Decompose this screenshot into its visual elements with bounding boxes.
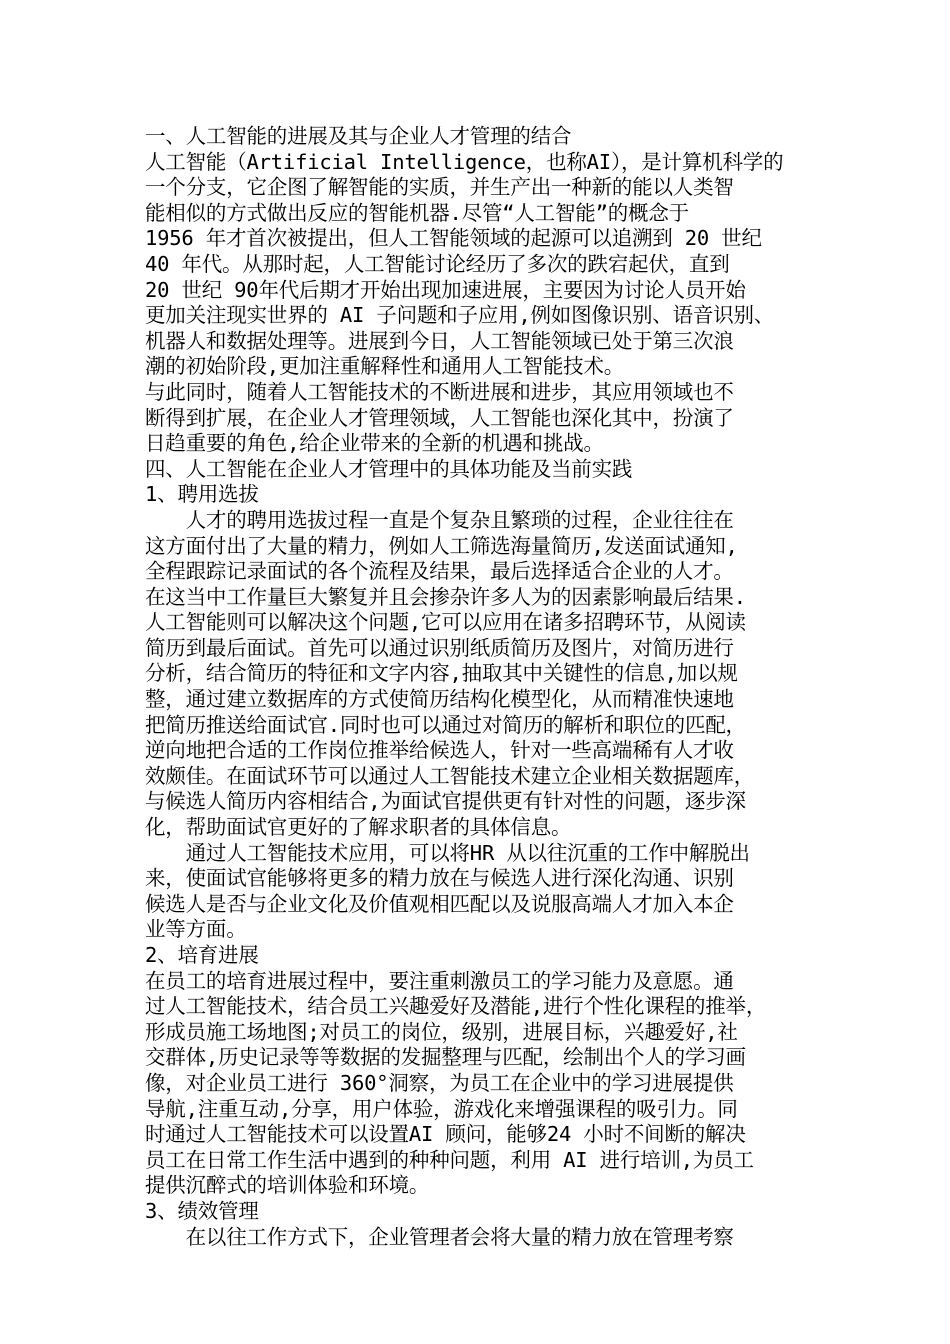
paragraph-line: 候选人是否与企业文化及价值观相匹配以及说服高端人才加入本企 bbox=[145, 891, 734, 916]
paragraph-line: 化，帮助面试官更好的了解求职者的具体信息。 bbox=[145, 815, 572, 840]
paragraph-line: 20 世纪 90年代后期才开始出现加速进展，主要因为讨论人员开始 bbox=[145, 277, 746, 302]
paragraph-line: 像，对企业员工进行 360°洞察，为员工在企业中的学习进展提供 bbox=[145, 1070, 734, 1095]
document-body bbox=[145, 124, 817, 1250]
paragraph-line: 员工在日常工作生活中遇到的种种问题，利用 AI 进行培训,为员工 bbox=[145, 1147, 754, 1172]
paragraph-line: 在员工的培育进展过程中，要注重刺激员工的学习能力及意愿。通 bbox=[145, 968, 734, 993]
paragraph-line: 一个分支，它企图了解智能的实质，并生产出一种新的能以人类智 bbox=[145, 175, 734, 200]
paragraph-line: 效颇佳。在面试环节可以通过人工智能技术建立企业相关数据题库， bbox=[145, 763, 754, 788]
paragraph-line: 全程跟踪记录面试的各个流程及结果，最后选择适合企业的人才。 bbox=[145, 559, 734, 584]
paragraph-line: 人工智能（Artificial Intelligence，也称AI），是计算机科学的 bbox=[145, 149, 784, 174]
paragraph-line: 过人工智能技术，结合员工兴趣爱好及潜能,进行个性化课程的推举， bbox=[145, 994, 767, 1019]
section-heading: 四、人工智能在企业人才管理中的具体功能及当前实践 bbox=[145, 456, 633, 481]
paragraph-line: 逆向地把合适的工作岗位推举给候选人，针对一些高端稀有人才收 bbox=[145, 738, 734, 763]
paragraph-line: 导航,注重互动,分享，用户体验，游戏化来增强课程的吸引力。同 bbox=[145, 1096, 738, 1121]
paragraph-line: 人工智能则可以解决这个问题,它可以应用在诸多招聘环节，从阅读 bbox=[145, 610, 746, 635]
paragraph-line: 把简历推送给面试官.同时也可以通过对简历的解析和职位的匹配， bbox=[145, 712, 746, 737]
paragraph-line: 分析，结合简历的特征和文字内容,抽取其中关键性的信息,加以规 bbox=[145, 661, 738, 686]
paragraph-line: 人才的聘用选拔过程一直是个复杂且繁琐的过程，企业往往在 bbox=[145, 507, 734, 532]
paragraph-line: 40 年代。从那时起，人工智能讨论经历了多次的跌宕起伏，直到 bbox=[145, 251, 730, 276]
subsection-heading: 2、培育进展 bbox=[145, 943, 259, 967]
subsection-heading: 3、绩效管理 bbox=[145, 1198, 259, 1223]
subsection-heading: 1、聘用选拔 bbox=[145, 482, 259, 507]
paragraph-line: 整，通过建立数据库的方式使简历结构化模型化，从而精准快速地 bbox=[145, 687, 734, 712]
paragraph-line: 在以往工作方式下，企业管理者会将大量的精力放在管理考察 bbox=[145, 1224, 734, 1249]
paragraph-line: 业等方面。 bbox=[145, 917, 247, 942]
paragraph-line: 时通过人工智能技术可以设置AI 顾问，能够24 小时不间断的解决 bbox=[145, 1122, 746, 1147]
paragraph-line: 来，使面试官能够将更多的精力放在与候选人进行深化沟通、识别 bbox=[145, 866, 734, 891]
paragraph-line: 潮的初始阶段,更加注重解释性和通用人工智能技术。 bbox=[145, 354, 625, 379]
paragraph-line: 提供沉醉式的培训体验和环境。 bbox=[145, 1173, 430, 1198]
paragraph-line: 通过人工智能技术应用，可以将HR 从以往沉重的工作中解脱出 bbox=[145, 840, 750, 865]
paragraph-line: 与候选人简历内容相结合,为面试官提供更有针对性的问题，逐步深 bbox=[145, 789, 746, 814]
paragraph-line: 更加关注现实世界的 AI 子问题和子应用,例如图像识别、语音识别、 bbox=[145, 303, 775, 328]
paragraph-line: 在这当中工作量巨大繁复并且会掺杂许多人为的因素影响最后结果. bbox=[145, 584, 746, 609]
paragraph-line: 与此同时，随着人工智能技术的不断进展和进步，其应用领域也不 bbox=[145, 379, 734, 404]
paragraph-line: 机器人和数据处理等。进展到今日，人工智能领域已处于第三次浪 bbox=[145, 328, 734, 353]
paragraph-line: 交群体,历史记录等等数据的发掘整理与匹配，绘制出个人的学习画 bbox=[145, 1045, 746, 1070]
paragraph-line: 日趋重要的角色,给企业带来的全新的机遇和挑战。 bbox=[145, 431, 604, 456]
paragraph-line: 简历到最后面试。首先可以通过识别纸质简历及图片，对简历进行 bbox=[145, 635, 734, 660]
paragraph-line: 能相似的方式做出反应的智能机器.尽管“人工智能”的概念于 bbox=[145, 200, 689, 225]
paragraph-line: 这方面付出了大量的精力，例如人工筛选海量简历,发送面试通知, bbox=[145, 533, 738, 558]
paragraph-line: 1956 年才首次被提出，但人工智能领域的起源可以追溯到 20 世纪 bbox=[145, 226, 762, 251]
paragraph-line: 断得到扩展，在企业人才管理领域，人工智能也深化其中，扮演了 bbox=[145, 405, 734, 430]
section-heading: 一、人工智能的进展及其与企业人才管理的结合 bbox=[145, 124, 572, 148]
paragraph-line: 形成员施工场地图;对员工的岗位，级别，进展目标，兴趣爱好,社 bbox=[145, 1019, 738, 1044]
